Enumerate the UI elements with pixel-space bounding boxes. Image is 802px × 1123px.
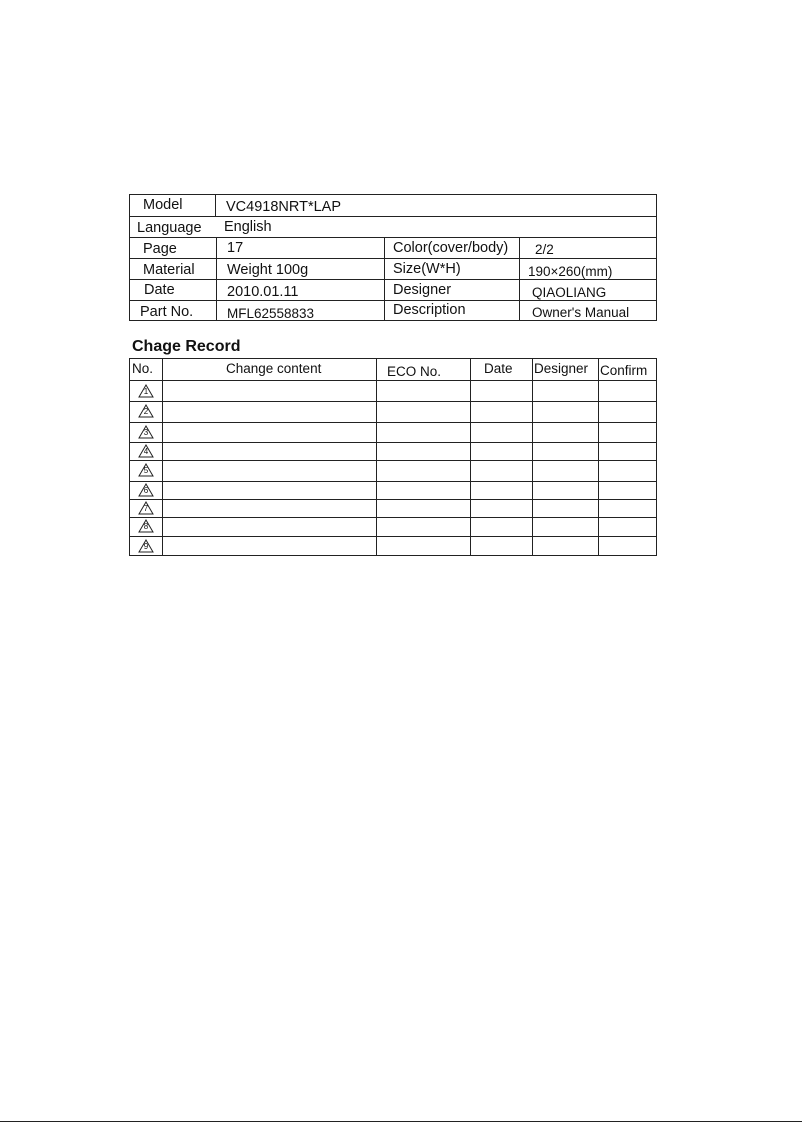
row-divider [130,499,656,500]
date-label: Date [144,282,175,298]
row-divider [130,216,656,217]
revision-triangle-icon [138,384,154,398]
revision-number: 9 [143,542,149,551]
header-change-content: Change content [226,361,322,376]
revision-number: 6 [143,486,149,495]
page-label: Page [143,241,177,257]
row-divider [130,380,656,381]
page-value: 17 [227,240,244,256]
partno-value: MFL62558833 [227,306,315,321]
col-divider [598,359,599,555]
row-divider [130,258,656,259]
col-divider [216,237,217,320]
revision-number: 5 [143,466,149,475]
model-label: Model [143,197,183,213]
language-value: English [224,219,272,235]
row-divider [130,481,656,482]
row-divider [130,237,656,238]
color-label: Color(cover/body) [393,240,509,256]
col-divider [470,359,471,555]
partno-label: Part No. [140,304,194,320]
model-value: VC4918NRT*LAP [226,199,341,215]
revision-triangle-icon [138,404,154,418]
col-divider [532,359,533,555]
language-label: Language [137,220,202,236]
change-record-title: Chage Record [132,338,241,355]
revision-triangle-icon [138,463,154,477]
revision-triangle-icon [138,519,154,533]
revision-triangle-icon [138,425,154,439]
revision-number: 3 [143,428,149,437]
col-divider [376,359,377,555]
row-divider [130,442,656,443]
header-no: No. [132,361,154,376]
designer-value: QIAOLIANG [532,285,607,300]
revision-number: 7 [143,504,149,513]
revision-triangle-icon [138,501,154,515]
row-divider [130,460,656,461]
col-divider [215,195,216,216]
header-confirm: Confirm [600,363,648,378]
row-divider [130,536,656,537]
page-bottom-rule [0,1121,802,1122]
revision-triangle-icon [138,539,154,553]
header-designer: Designer [534,361,589,376]
row-divider [130,517,656,518]
size-value: 190×260(mm) [528,264,613,279]
revision-number: 1 [143,387,149,396]
revision-triangle-icon [138,483,154,497]
row-divider [130,401,656,402]
col-divider [519,237,520,320]
row-divider [130,422,656,423]
description-value: Owner's Manual [532,305,630,320]
header-date: Date [484,361,513,376]
change-record-table [129,358,657,556]
material-value: Weight 100g [227,262,309,278]
color-value: 2/2 [535,242,554,257]
description-label: Description [393,302,466,318]
header-eco-no: ECO No. [387,364,442,379]
revision-number: 4 [143,447,149,456]
revision-number: 8 [143,522,149,531]
revision-number: 2 [143,407,149,416]
col-divider [162,359,163,555]
date-value: 2010.01.11 [227,284,299,300]
size-label: Size(W*H) [393,261,461,277]
material-label: Material [143,262,195,278]
designer-label: Designer [393,282,452,298]
col-divider [384,237,385,320]
revision-triangle-icon [138,444,154,458]
spec-table [129,194,657,321]
